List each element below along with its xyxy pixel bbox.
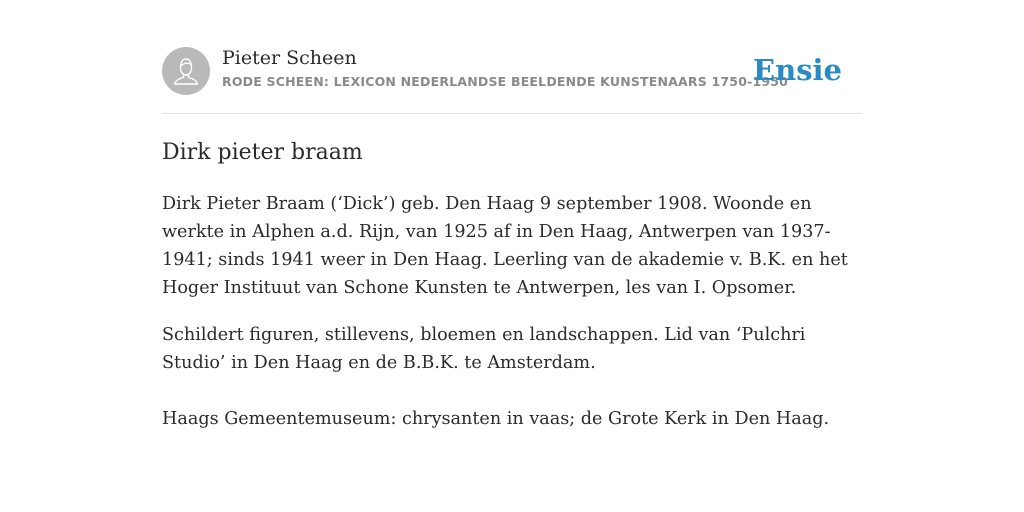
- user-silhouette-icon: [162, 47, 210, 95]
- article-paragraph: Schildert figuren, stillevens, bloemen en landschappen. Lid van ‘Pulchri Studio’ in Den Haag en de B.B.K. te Amsterdam.: [162, 325, 806, 373]
- article-paragraph: Haags Gemeentemuseum: chrysanten in vaas; de Grote Kerk in Den Haag.: [162, 409, 830, 429]
- brand-logo[interactable]: Ensie: [753, 53, 842, 87]
- article-body: [162, 190, 866, 433]
- article-paragraph: Dirk Pieter Braam (‘Dick’) geb. Den Haag 9 september 1908. Woonde en werkte in Alphen a.d. Rijn, van 1925 af in Den Haag, Antwerpen van 1937-1941; sinds 1941 weer in Den Haag. Leerling van de akademie v. B.K. en het Hoger Instituut van Schone Kunsten te Antwerpen, les van I. Opsomer.: [162, 194, 848, 298]
- article-header: [162, 46, 862, 96]
- avatar[interactable]: [162, 47, 210, 95]
- author-name[interactable]: Pieter Scheen: [222, 47, 357, 69]
- source-title[interactable]: RODE SCHEEN: LEXICON NEDERLANDSE BEELDENDE KUNSTENAARS 1750-1950: [222, 74, 789, 89]
- article-title: Dirk pieter braam: [162, 140, 363, 165]
- header-divider: [162, 113, 862, 114]
